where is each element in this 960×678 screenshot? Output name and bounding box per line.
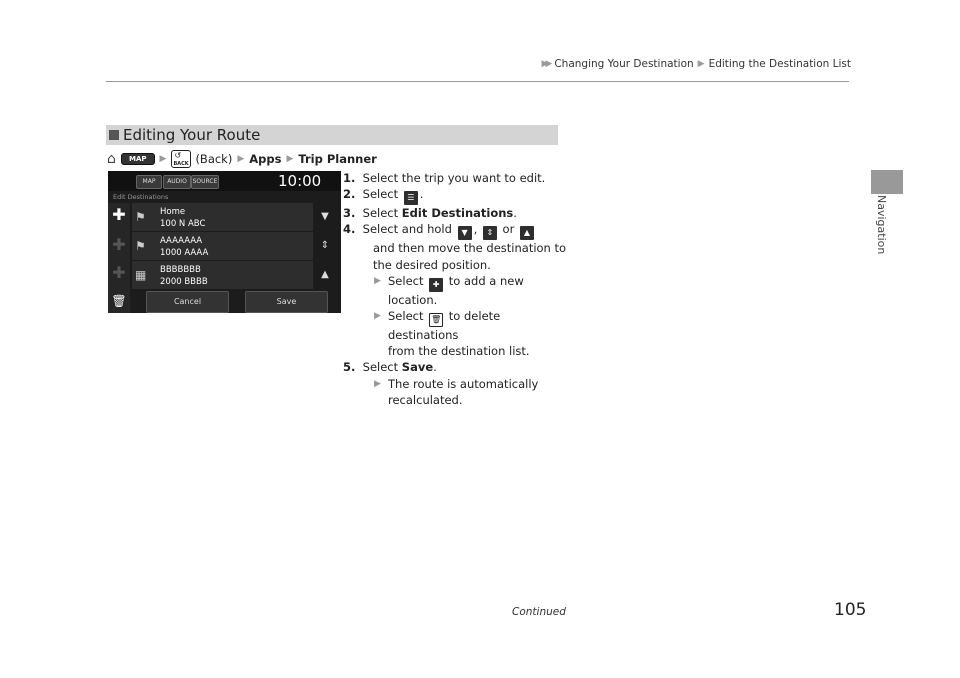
move-up-down-icon[interactable]: ⇕ [320,240,330,251]
step-4-note: ▶ Select 🗑 to delete destinations [374,309,501,343]
path-arrow-icon: ▶ [237,154,245,164]
step-5: 5. Select Save. [343,360,437,375]
destination-address: 100 N ABC [160,219,206,229]
breadcrumb-arrow-icon: ▶▶ [541,59,550,69]
instruction-steps: 1. Select the trip you want to edit. 2. Select ☰ . 3. Select Edit Destinations. 4. Select and hold ▼ , ⇕ or ▲ and then move the destination to the desired position. ▶ Select ✚ to add a new location. ▶ Select 🗑 to delete destinations from the destination list. 5. Select Save. ▶ The route is automatically recalculated. [343,170,573,408]
destination-name: Home [160,207,186,217]
trash-icon: 🗑 [429,313,443,327]
back-button-icon: ↺ BACK [171,150,191,168]
checkered-flag-icon: ▦ [135,268,147,282]
square-bullet-icon [109,130,119,140]
breadcrumb-item[interactable]: Changing Your Destination [554,58,694,70]
flag-icon: ⚑ [135,210,146,224]
add-icon[interactable]: ✚ [112,235,126,254]
destination-row[interactable] [132,261,313,290]
chapter-tab[interactable] [871,170,903,194]
note-arrow-icon: ▶ [374,378,381,389]
breadcrumb [541,58,851,70]
screen-left-column [108,203,130,313]
step-4-note: ▶ Select ✚ to add a new [343,273,573,292]
move-up-down-icon: ⇕ [483,226,497,240]
screen-source-button[interactable]: SOURCE [191,175,219,189]
screen-audio-button[interactable]: AUDIO [163,175,191,189]
note-arrow-icon: ▶ [374,311,381,322]
chapter-label: Navigation [875,195,888,255]
step-5-note: ▶ The route is automatically [374,376,539,391]
step-2: 2. Select ☰ . [343,186,573,205]
trip-planner-label: Trip Planner [298,152,377,166]
add-icon[interactable]: ✚ [112,263,126,282]
section-title: Editing Your Route [123,126,261,144]
destination-row[interactable] [132,203,313,232]
path-arrow-icon: ▶ [159,154,167,164]
move-down-icon[interactable]: ▼ [321,211,329,222]
home-icon: ⌂ [107,151,116,167]
continued-label: Continued [512,606,566,618]
step-3: 3. Select Edit Destinations. [343,206,517,221]
screen-map-button[interactable]: MAP [136,175,162,189]
screen-clock: 10:00 [278,172,322,190]
step-1: 1. Select the trip you want to edit. [343,171,546,185]
destination-address: 2000 BBBB [160,277,208,287]
trash-icon[interactable]: 🗑 [111,294,127,308]
map-button-icon: MAP [121,153,155,165]
apps-label: Apps [249,152,282,166]
page-number: 105 [834,600,867,620]
list-icon: ☰ [404,191,418,205]
section-heading [106,125,558,145]
menu-path [107,150,377,168]
breadcrumb-item[interactable]: Editing the Destination List [708,58,851,70]
add-icon[interactable]: ✚ [112,205,126,224]
step-4: 4. Select and hold ▼ , ⇕ or ▲ [343,221,573,240]
destination-row[interactable] [132,232,313,261]
add-icon: ✚ [429,278,443,292]
destination-name: BBBBBBB [160,265,201,275]
note-arrow-icon: ▶ [374,275,381,286]
screen-capture [108,171,341,313]
back-label: (Back) [195,152,233,166]
screen-title: Edit Destinations [113,193,169,201]
move-up-icon[interactable]: ▲ [321,269,329,280]
cancel-button[interactable]: Cancel [146,291,229,313]
breadcrumb-arrow-icon: ▶ [697,59,705,69]
move-up-icon: ▲ [520,226,534,240]
screen-top-bar [108,171,341,191]
flag-icon: ⚑ [135,239,146,253]
move-down-icon: ▼ [458,226,472,240]
save-button[interactable]: Save [245,291,328,313]
destination-name: AAAAAAA [160,236,203,246]
destination-address: 1000 AAAA [160,248,209,258]
header-divider [106,81,849,82]
path-arrow-icon: ▶ [286,154,294,164]
